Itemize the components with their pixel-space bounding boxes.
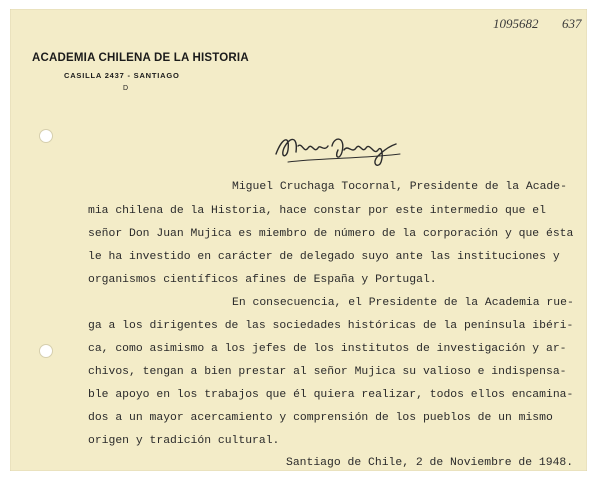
paragraph-line: señor Don Juan Mujica es miembro de número de la corporación y que ésta [88,228,574,240]
paragraph-line: le ha investido en carácter de delegado suyo ante las instituciones y [88,251,560,263]
dateline: Santiago de Chile, 2 de Noviembre de 1948. [286,457,574,469]
paragraph-line: organismos científicos afines de España y Portugal. [88,274,437,286]
paragraph-line: dos a un mayor acercamiento y comprensión de los pueblos de un mismo [88,412,553,424]
paragraph-line: mia chilena de la Historia, hace constar por este intermedio que el [88,205,546,217]
paragraph-line: Miguel Cruchaga Tocornal, Presidente de la Acade- [232,181,567,193]
paragraph-line: ga a los dirigentes de las sociedades históricas de la península ibéri- [88,320,574,332]
letterhead-mark: D [123,85,129,92]
punch-hole-top [39,129,53,143]
paragraph-line: ca, como asimismo a los jefes de los institutos de investigación y ar- [88,343,567,355]
paragraph-line: En consecuencia, el Presidente de la Academia rue- [232,297,574,309]
archive-number: 1095682 [493,16,539,31]
letterhead-title: ACADEMIA CHILENA DE LA HISTORIA [32,52,249,64]
punch-hole-bottom [39,344,53,358]
paragraph-line: origen y tradición cultural. [88,435,280,447]
signature [268,128,418,170]
letterhead-subtitle: CASILLA 2437 - SANTIAGO [64,71,180,80]
archive-page: 637 [562,16,582,31]
paragraph-line: chivos, tengan a bien prestar al señor Mujica su valioso e indispensa- [88,366,567,378]
paragraph-line: ble apoyo en los trabajos que él quiera realizar, todos ellos encamina- [88,389,574,401]
